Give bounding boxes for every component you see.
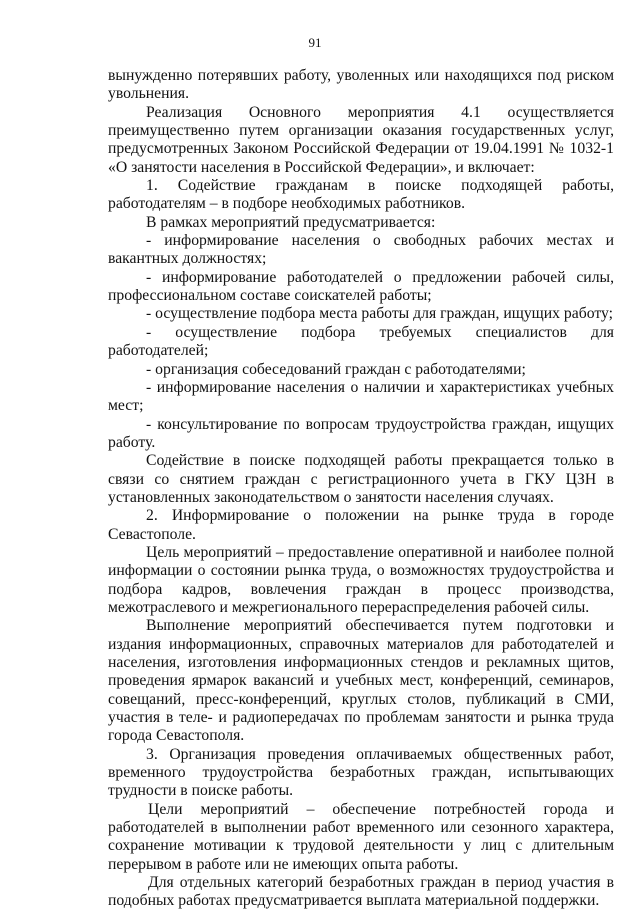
list-item-informing-employers: - информирование работодателей о предложении рабочей силы, профессиональном составе соискателей работы; bbox=[108, 268, 614, 305]
paragraph-item-2-heading: 2. Информирование о положении на рынке труда в городе Севастополе. bbox=[108, 507, 614, 543]
document-body bbox=[108, 67, 614, 911]
list-item-training-places: - информирование населения о наличии и характеристиках учебных мест; bbox=[108, 378, 614, 415]
paragraph-intro-continuation: вынужденно потерявших работу, уволенных или находящихся под риском увольнения. bbox=[108, 67, 614, 103]
paragraph-item-2-execution: Выполнение мероприятий обеспечивается путем подготовки и издания информационных, справочных материалов для работодателей и населения, изготовления информационных стендов и рекламных щитов, проведения ярмарок вакансий и учебных мест, конференций, семинаров, совещаний, пресс-конференций, круглых столов, публикаций в СМИ, участия в теле- и радиопередачах по проблемам занятости и рынка труда города Севастополя. bbox=[108, 617, 614, 745]
paragraph-item-3-goals: Цели мероприятий – обеспечение потребностей города и работодателей в выполнении работ временного или сезонного характера, сохранение мотивации к трудовой деятельности у лиц с длительным перерывом в работе или не имеющих опыта работы. bbox=[108, 800, 614, 873]
list-item-job-search-selection: - осуществление подбора места работы для граждан, ищущих работу; bbox=[146, 305, 613, 323]
paragraph-item-2-goal: Цель мероприятий – предоставление оперативной и наиболее полной информации о состоянии рынка труда, о возможностях трудоустройства и подбора кадров, вовлечения граждан в процесс производства, межотраслевого и межрегионального перераспределения рабочей силы. bbox=[108, 543, 614, 616]
page-number: 91 bbox=[308, 35, 322, 50]
paragraph-measures-lead: В рамках мероприятий предусматривается: bbox=[146, 213, 436, 231]
list-item-specialist-selection: - осуществление подбора требуемых специалистов для работодателей; bbox=[108, 323, 614, 360]
paragraph-item-3-heading: 3. Организация проведения оплачиваемых общественных работ, временного трудоустройства безработных граждан, испытывающих трудности в поиске работы. bbox=[108, 745, 614, 800]
paragraph-item-1-heading: 1. Содействие гражданам в поиске подходящей работы, работодателям – в подборе необходимых работников. bbox=[108, 177, 614, 213]
paragraph-material-support: Для отдельных категорий безработных граждан в период участия в подобных работах предусматривается выплата материальной поддержки. bbox=[108, 874, 614, 910]
list-item-informing-vacancies: - информирование населения о свободных рабочих местах и вакантных должностях; bbox=[108, 232, 614, 268]
paragraph-assistance-termination: Содействие в поиске подходящей работы прекращается только в связи со снятием граждан с регистрационного учета в ГКУ ЦЗН в установленных законодательством о занятости населения случаях. bbox=[108, 452, 614, 506]
list-item-interviews: - организация собеседований граждан с работодателями; bbox=[146, 360, 526, 378]
list-item-consulting: - консультирование по вопросам трудоустройства граждан, ищущих работу. bbox=[108, 415, 614, 451]
paragraph-implementation: Реализация Основного мероприятия 4.1 осуществляется преимущественно путем организации оказания государственных услуг, предусмотренных Законом Российской Федерации от 19.04.1991 № 1032-1 «О занятости населения в Российской Федерации», и включает: bbox=[108, 103, 614, 176]
